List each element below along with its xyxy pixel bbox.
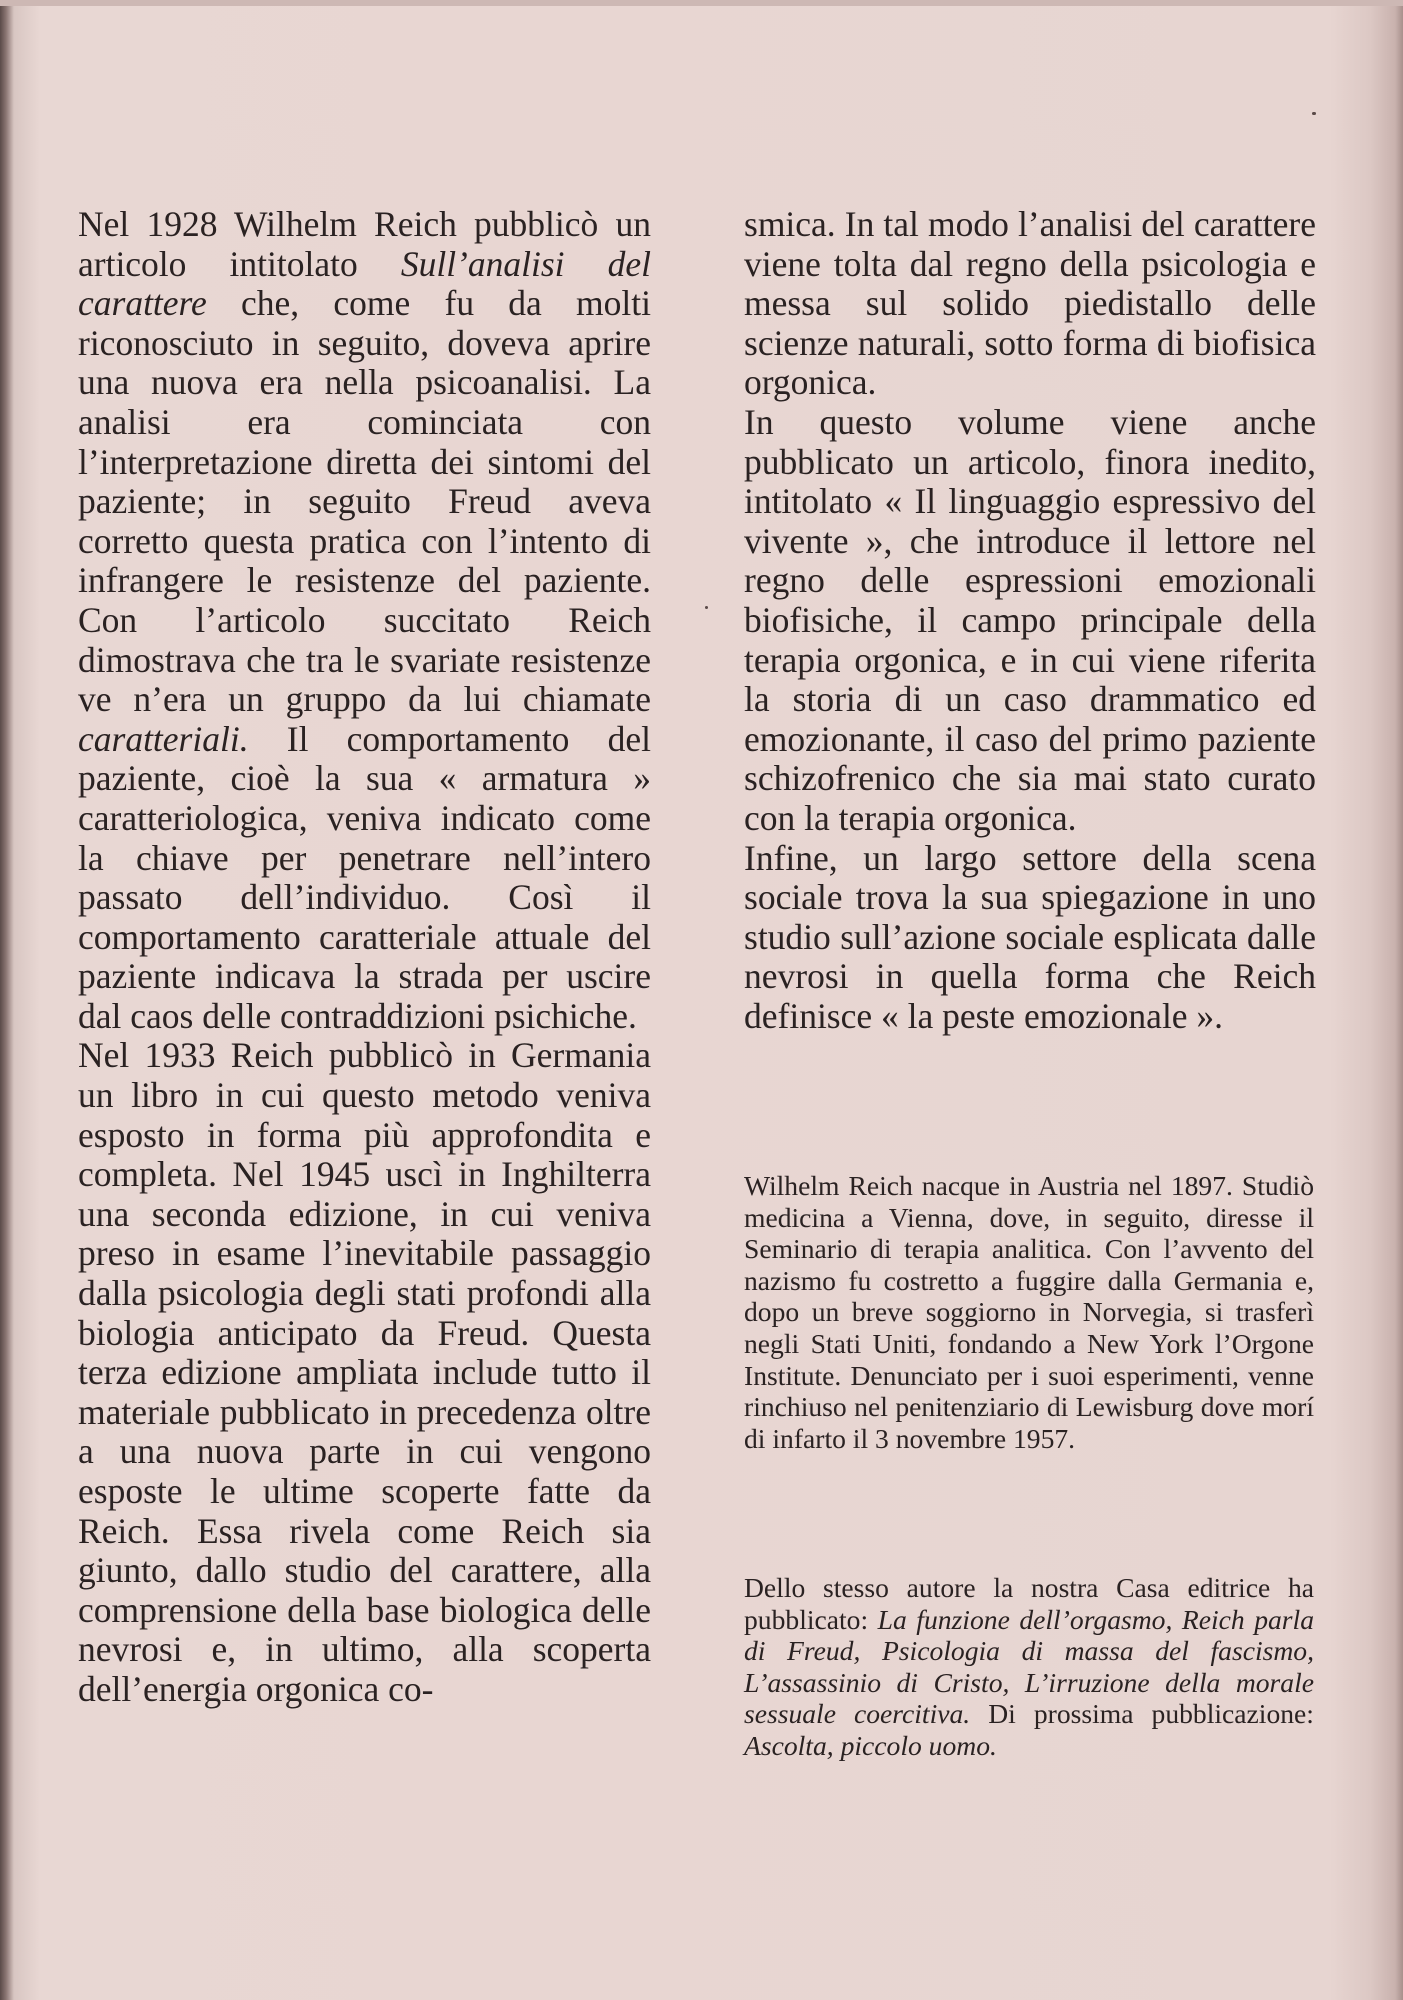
text-run: Il comportamento del paziente, cioè la sua « armatura » caratteriologica, veniva indicato come la chiave per penetrare nell’intero passato dell’individuo. Così il comportamento caratteriale attuale del paziente indicava la strada per uscire dal caos delle contraddizioni psichiche. [78,718,651,1036]
text-run: Di prossima pubblicazione: [970,1698,1314,1730]
author-biography [744,1170,1314,1454]
right-paragraph-1 [744,205,1316,403]
italic-title-run: La funzione dell’orgasmo, Reich parla di Freud, Psicologia di massa del fascismo, L’assassinio di Cristo, L’irruzione della morale sessuale coercitiva. [744,1603,1314,1730]
text-run: In questo volume viene anche pubblicato un articolo, finora inedito, intitolato « Il linguaggio espressivo del vivente », che introduce il lettore nel regno delle espressioni emozionali biofisiche, il campo principale della terapia orgonica, e in cui viene riferita la storia di un caso drammatico ed emozionante, il caso del primo paziente schizofrenico che sia mai stato curato con la terapia orgonica. [744,401,1316,838]
italic-title-run: caratteriali. [78,718,249,759]
right-paragraph-3 [744,839,1316,1037]
biography-text [744,1170,1314,1454]
right-paragraph-2 [744,403,1316,839]
ink-speck [705,606,708,609]
left-column [78,205,651,1710]
italic-title-run: Ascolta, piccolo uomo. [744,1729,997,1761]
left-paragraph-1 [78,205,651,1036]
italic-title-run: Sull’analisi del carattere [78,243,652,324]
right-column [744,205,1316,1036]
text-run: Nel 1933 Reich pubblicò in Germania un libro in cui questo metodo veniva esposto in forma più approfondita e completa. Nel 1945 uscì in Inghilterra una seconda edizione, in cui veniva preso in esame l’inevitabile passaggio dalla psicologia degli stati profondi alla biologia anticipato da Freud. Questa terza edizione ampliata include tutto il materiale pubblicato in precedenza oltre a una nuova parte in cui vengono esposte le ultime scoperte fatte da Reich. Essa rivela come Reich sia giunto, dallo studio del carattere, alla comprensione della base biologica delle nevrosi e, in ultimo, alla scoperta dell’energia orgonica co- [78,1035,651,1709]
text-run: Dello stesso autore la nostra Casa editrice ha pubblicato: [744,1572,1314,1635]
text-run: Infine, un largo settore della scena sociale trova la sua spiegazione in uno studio sull’azione sociale esplicata dalle nevrosi in quella forma che Reich definisce « la peste emozionale ». [744,837,1316,1036]
other-works-text [744,1572,1314,1762]
text-run: Wilhelm Reich nacque in Austria nel 1897. Studiò medicina a Vienna, dove, in seguito, diresse il Seminario di terapia analitica. Con l’avvento del nazismo fu costretto a fuggire dalla Germania e, dopo un breve soggiorno in Norvegia, si trasferì negli Stati Uniti, fondando a New York l’Orgone Institute. Denunciato per i suoi esperimenti, venne rinchiuso nel penitenziario di Lewisburg dove morí di infarto il 3 novembre 1957. [744,1170,1314,1454]
other-works-note [744,1572,1314,1762]
text-run: smica. In tal modo l’analisi del carattere viene tolta dal regno della psicologia e messa sul solido piedistallo delle scienze naturali, sotto forma di biofisica orgonica. [744,204,1316,403]
page-top-edge [0,0,1403,6]
left-paragraph-2 [78,1036,651,1709]
text-run: Nel 1928 Wilhelm Reich pubblicò un articolo intitolato [78,204,651,284]
ink-speck [1312,112,1316,115]
text-run: che, come fu da molti riconosciuto in seguito, doveva aprire una nuova era nella psicoanalisi. La analisi era cominciata con l’interpretazione diretta dei sintomi del paziente; in seguito Freud aveva corretto questa pratica con l’intento di infrangere le resistenze del paziente. Con l’articolo succitato Reich dimostrava che tra le svariate resistenze ve n’era un gruppo da lui chiamate [78,283,651,720]
